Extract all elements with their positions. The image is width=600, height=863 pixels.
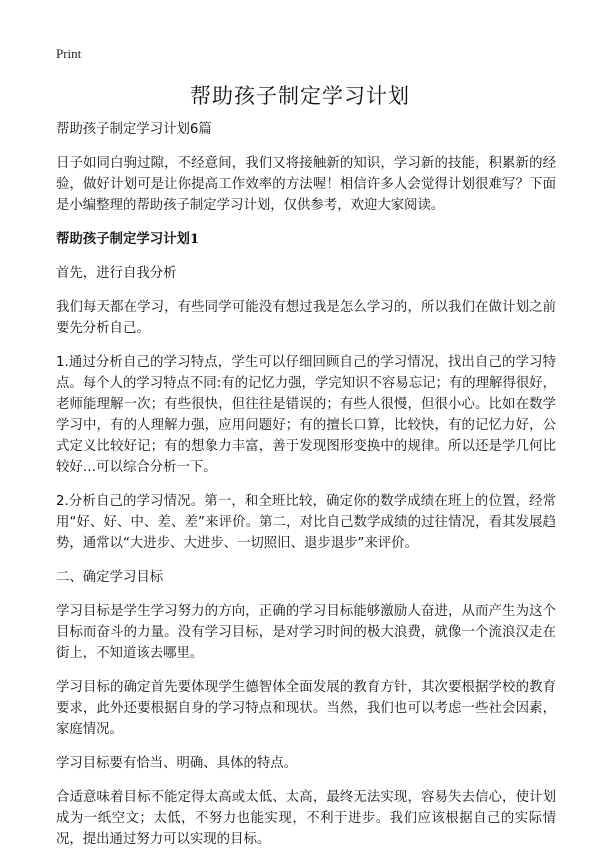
paragraph: 学习目标是学生学习努力的方向，正确的学习目标能够激励人奋进，从而产生为这个目标而奋斗的力量。没有学习目标，是对学习时间的极大浪费，就像一个流浪汉走在街上，不知道该去哪里。 <box>56 604 556 661</box>
paragraph: 1.通过分析自己的学习特点，学生可以仔细回顾自己的学习情况，找出自己的学习特点。每个人的学习特点不同:有的记忆力强，学完知识不容易忘记；有的理解得很好，老师能理解一次；有些很快，但往往是错误的；有些人很慢，但很小心。比如在数学学习中，有的人理解力强，应用问题好；有的擅长口算，比较快，有的记忆力好，公式定义比较好记；有的想象力丰富，善于发现图形变换中的规律。所以还是学几何比较好…可以综合分析一下。 <box>56 355 556 475</box>
intro-paragraph: 日子如同白驹过隙，不经意间，我们又将接触新的知识，学习新的技能，积累新的经验，做好计划可是让你提高工作效率的方法喔！相信许多人会觉得计划很难写？下面是小编整理的帮助孩子制定学习计划，仅供参考，欢迎大家阅读。 <box>56 156 556 213</box>
print-link[interactable]: Print <box>56 46 82 61</box>
step-heading-self-analysis: 首先，进行自我分析 <box>56 266 177 281</box>
paragraph: 我们每天都在学习，有些同学可能没有想过我是怎么学习的，所以我们在做计划之前要先分析自己。 <box>56 300 556 336</box>
paragraph: 学习目标要有恰当、明确、具体的特点。 <box>56 756 298 771</box>
paragraph: 学习目标的确定首先要体现学生德智体全面发展的教育方针，其次要根据学校的教育要求，此外还要根据自身的学习特点和现状。当然，我们也可以考虑一些社会因素，家庭情况。 <box>56 680 556 737</box>
paragraph: 合适意味着目标不能定得太高或太低、太高，最终无法实现，容易失去信心，使计划成为一纸空文；太低，不努力也能实现，不利于进步。我们应该根据自己的实际情况，提出通过努力可以实现的目标。 <box>56 790 556 847</box>
page-title: 帮助孩子制定学习计划 <box>190 84 410 108</box>
paragraph: 2.分析自己的学习情况。第一，和全班比较，确定你的数学成绩在班上的位置，经常用“好、好、中、差、差”来评价。第二，对比自己数学成绩的过往情况，看其发展趋势，通常以“大进步、大进步、一切照旧、退步退步”来评价。 <box>56 494 556 551</box>
section-heading: 帮助孩子制定学习计划1 <box>56 231 200 247</box>
step-heading-goals: 二、确定学习目标 <box>56 570 164 585</box>
subtitle: 帮助孩子制定学习计划6篇 <box>56 122 212 137</box>
article-body <box>56 119 556 863</box>
